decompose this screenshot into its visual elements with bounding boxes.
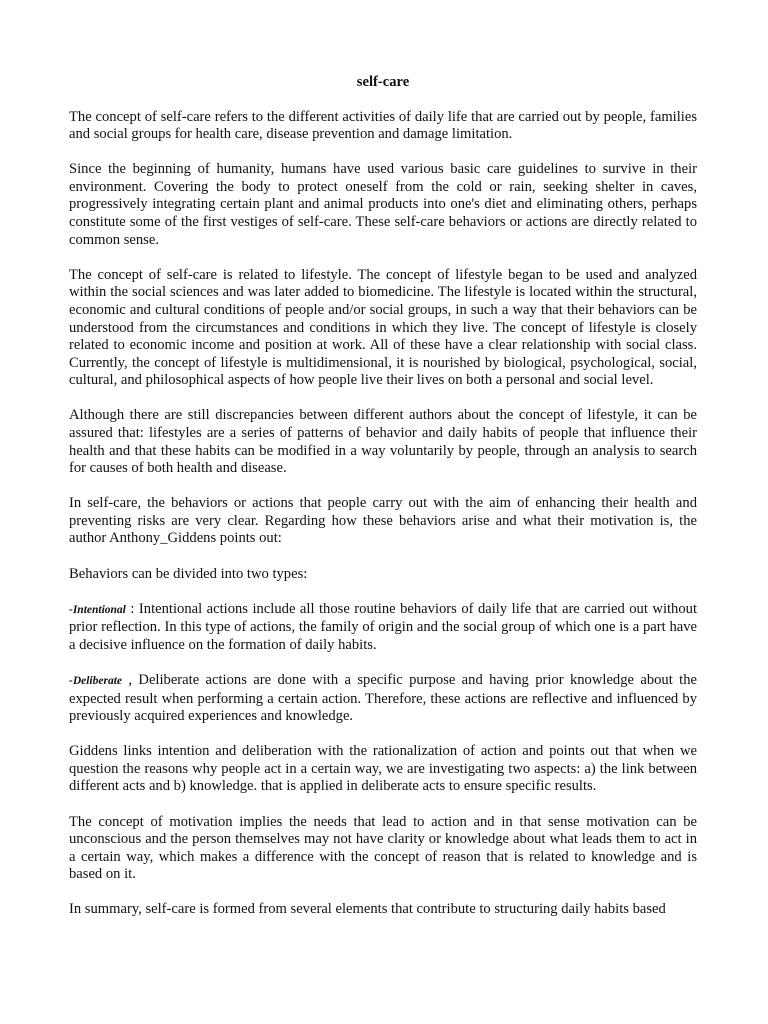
paragraph: Behaviors can be divided into two types: (69, 565, 308, 582)
paragraph: Since the beginning of humanity, humans have used various basic care guidelines to survive in their environment. Covering the body to protect oneself from the cold or rain, seeking shelter in caves, progressively integrating certain plant and animal products into one's diet and eliminating others, perhaps constitute some of the first vestiges of self-care. These self-care behaviors or actions are directly related to common sense. (69, 161, 697, 248)
intentional-paragraph (69, 601, 697, 655)
deliberate-text: , Deliberate actions are done with a specific purpose and having prior knowledge about the expected result when performing a certain action. Therefore, these actions are reflective and influenced by previously acquired experiences and knowledge. (69, 671, 697, 725)
paragraph: The concept of motivation implies the needs that lead to action and in that sense motivation can be unconscious and the person themselves may not have clarity or knowledge about what leads them to act in a certain way, which makes a difference with the concept of reason that is related to knowledge and is based on it. (69, 813, 697, 883)
paragraph: In summary, self-care is formed from several elements that contribute to structuring daily habits based (69, 901, 666, 918)
deliberate-term: -Deliberate (69, 674, 123, 687)
paragraph: Giddens links intention and deliberation with the rationalization of action and points out that when we question the reasons why people act in a certain way, we are investigating two aspects: a) the link between different acts and b) knowledge. that is applied in deliberate acts to ensure specific results. (69, 743, 697, 795)
document-title: self-care (356, 74, 410, 90)
paragraph: The concept of self-care refers to the different activities of daily life that are carried out by people, families and social groups for health care, disease prevention and damage limitation. (69, 108, 697, 143)
intentional-text: : Intentional actions include all those routine behaviors of daily life that are carried out without prior reflection. In this type of actions, the family of origin and the social group of which one is a part have a decisive influence on the formation of daily habits. (69, 600, 697, 653)
paragraph: Although there are still discrepancies between different authors about the concept of lifestyle, it can be assured that: lifestyles are a series of patterns of behavior and daily habits of people that influence their health and that these habits can be modified in a way voluntarily by people, through an analysis to search for causes of both health and disease. (69, 407, 697, 477)
deliberate-paragraph (69, 672, 697, 726)
paragraph: The concept of self-care is related to lifestyle. The concept of lifestyle began to be used and analyzed within the social sciences and was later added to biomedicine. The lifestyle is located within the structural, economic and cultural conditions of people and/or social groups, in such a way that their behaviors can be understood from the circumstances and conditions in which they live. The concept of lifestyle is closely related to economic income and position at work. All of these have a clear relationship with social class. Currently, the concept of lifestyle is multidimensional, it is nourished by biological, psychological, social, cultural, and philosophical aspects of how people live their lives on both a personal and social level. (69, 266, 697, 389)
paragraph: In self-care, the behaviors or actions that people carry out with the aim of enhancing their health and preventing risks are very clear. Regarding how these behaviors arise and what their motivation is, the author Anthony_Giddens points out: (69, 495, 697, 547)
document-page (69, 74, 697, 919)
intentional-term: -Intentional (69, 603, 126, 616)
